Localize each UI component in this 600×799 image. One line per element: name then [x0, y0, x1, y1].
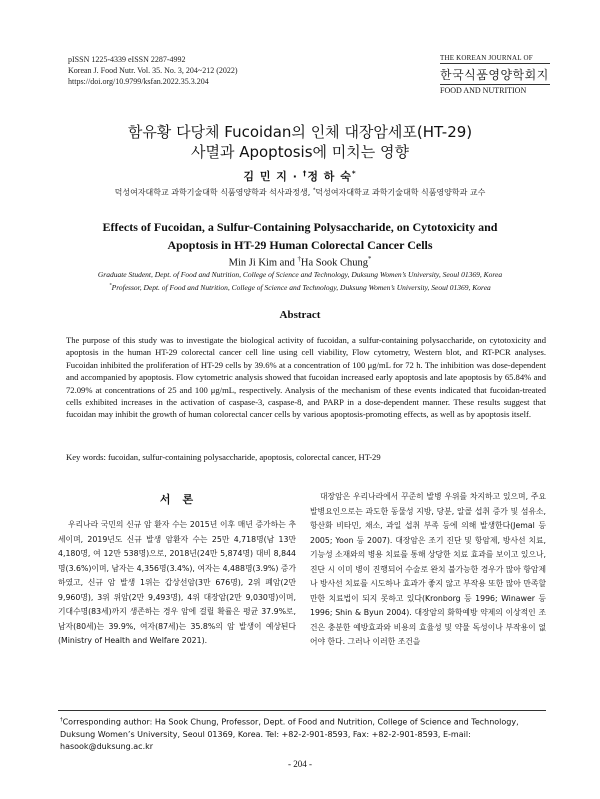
issn-line: pISSN 1225-4339 eISSN 2287-4992 — [68, 55, 186, 64]
doi-link[interactable]: https://doi.org/10.9799/ksfan.2022.35.3.204 — [68, 77, 209, 86]
article-metadata — [68, 54, 328, 87]
korean-affiliation-2: 덕성여자대학교 과학기술대학 식품영양학과 교수 — [315, 188, 486, 197]
korean-author-2: 정 하 숙 — [307, 170, 352, 183]
english-author-1: Min Ji Kim and — [228, 257, 298, 269]
body-column-left: 우리나라 국민의 신규 암 환자 수는 2015년 이후 매년 증가하는 추세이며, 2019년도 신규 발생 암환자 수는 25만 4,718명(남 13만 4,180명, 여 12만 538명)으로, 2018년(24만 5,874명) 대비 8,844명(3.6%)이며, 남자는 4,356명(3.4%), 여자는 4,488명(3.9%) 증가하였고, 신규 암 발생 1위는 갑상선암(3만 676명), 2위 폐암(2만 9,960명), 3위 위암(2만 9,493명), 4위 대장암(2만 9,030명)이며, 기대수명(83세)까지 생존하는 경우 암에 걸릴 확률은 평균 37.9%로, 남자(80세)는 39.9%, 여자(87세)는 35.8%의 암 발생이 예상된다(Ministry of Health and Welfare 2021). — [58, 520, 296, 645]
corresponding-mark: † — [297, 256, 301, 263]
corresponding-mark: † — [302, 168, 308, 178]
abstract-text: The purpose of this study was to investigate the biological activity of fucoidan, a sulfur-containing polysaccharide, on cytotoxicity and apoptosis in the human HT-29 colorectal cancer cell line using cell viability, Flow cytometry, Western blot, and RT-PCR analyses. Fucoidan inhibited the proliferation of HT-29 cells by 39.6% at a concentration of 100 μg/mL for 72 h. The inhibition was dose-dependent and accompanied by apoptosis. Flow cytometric analysis showed that fucoidan increased early apoptosis and late apoptosis by 65.84% and 72.09% at concentrations of 25 and 100 μg/mL, respectively. Analysis of the mechanism of these events indicated that fucoidan-treated cells exhibited increases in the activation of caspase-3, caspase-8, and PARP in a dose-dependent manner. These results suggest that fucoidan may inhibit the growth of human colorectal cancer cells by various apoptosis-promoting effects, as well as by apoptosis itself. — [66, 335, 546, 420]
citation-line: Korean J. Food Nutr. Vol. 35. No. 3, 204~212 (2022) — [68, 66, 238, 75]
english-author-2: Ha Sook Chung — [300, 257, 368, 269]
korean-authors — [40, 168, 560, 184]
english-affiliation-2-text: Professor, Dept. of Food and Nutrition, College of Science and Technology, Duksung Women’s University, Seoul 01369, Korea — [111, 283, 491, 292]
korean-title — [40, 122, 560, 162]
body-column-right: 대장암은 우리나라에서 꾸준히 발병 우위를 차지하고 있으며, 주요 발병요인으로는 과도한 동물성 지방, 당분, 알콜 섭취 증가 및 섬유소, 항산화 비타민, 채소, 과일 섭취 부족 등에 의해 발생한다(Jemal 등 2005; Yoon 등 2007). 대장암은 조기 진단 및 항암제, 방사선 치료, 기능성 소재와의 병용 치료를 통해 상당한 치료 효과를 보이고 있으나, 진단 시 이미 병이 진행되어 수술로 완치 불가능한 경우가 많아 항암제나 방사선 치료를 시도하나 효과가 좋지 않고 부작용 또한 많아 만족할 만한 치료법이 되지 못하고 있다(Kronborg 등 1996; Winawer 등 1996; Shin & Byun 2004). 대장암의 화학예방 약제의 이상적인 조건은 충분한 예방효과와 비용의 효율성 및 약물 독성이나 부작용이 없어야 한다. 그러나 이러한 조건을 — [310, 492, 546, 646]
english-title-line2: Apoptosis in HT-29 Human Colorectal Cancer Cells — [167, 238, 433, 252]
english-title-line1: Effects of Fucoidan, a Sulfur-Containing Polysaccharide, on Cytotoxicity and — [102, 220, 498, 234]
author-affiliation-mark: * — [367, 256, 372, 263]
affiliation-mark: * — [109, 283, 112, 289]
affiliation-mark: * — [312, 187, 316, 194]
korean-author-1: 김 민 지 · — [243, 170, 303, 183]
section-heading-introduction: 서론 — [159, 493, 206, 506]
footnote-divider — [58, 710, 546, 711]
english-affiliation-1: Graduate Student, Dept. of Food and Nutrition, College of Science and Technology, Duksung Women’s University, Seoul 01369, Korea — [97, 270, 503, 279]
corresponding-mark: † — [60, 717, 63, 723]
corresponding-author-footnote — [60, 714, 546, 753]
abstract-heading: Abstract — [279, 309, 321, 321]
journal-logo — [440, 54, 550, 95]
korean-affiliations — [40, 187, 560, 198]
korean-affiliation-1: 덕성여자대학교 과학기술대학 식품영양학과 석사과정생, — [114, 188, 313, 197]
korean-title-line2: 사멸과 Apoptosis에 미치는 영향 — [190, 143, 410, 161]
journal-name-small: THE KOREAN JOURNAL OF — [440, 54, 550, 64]
author-affiliation-mark: * — [351, 168, 357, 178]
page-number: - 204 - — [288, 759, 312, 769]
korean-title-line1: 함유황 다당체 Fucoidan의 인체 대장암세포(HT-29) — [127, 123, 473, 141]
footnote-text: Corresponding author: Ha Sook Chung, Professor, Dept. of Food and Nutrition, College of Science and Technology, Duksung Women’s University, Seoul 01369, Korea. Tel: +82-2-901-8593, Fax: +82-2-901-8593, E-mail: hasook@duksung.ac.kr — [60, 717, 519, 751]
english-affiliation-2 — [40, 283, 560, 292]
keywords: Key words: fucoidan, sulfur-containing polysaccharide, apoptosis, colorectal cancer, HT-29 — [66, 452, 381, 462]
journal-name-english: FOOD AND NUTRITION — [440, 84, 550, 95]
english-title — [40, 218, 560, 254]
journal-name-korean: 한국식품영양학회지 — [440, 68, 549, 82]
english-authors — [40, 256, 560, 269]
